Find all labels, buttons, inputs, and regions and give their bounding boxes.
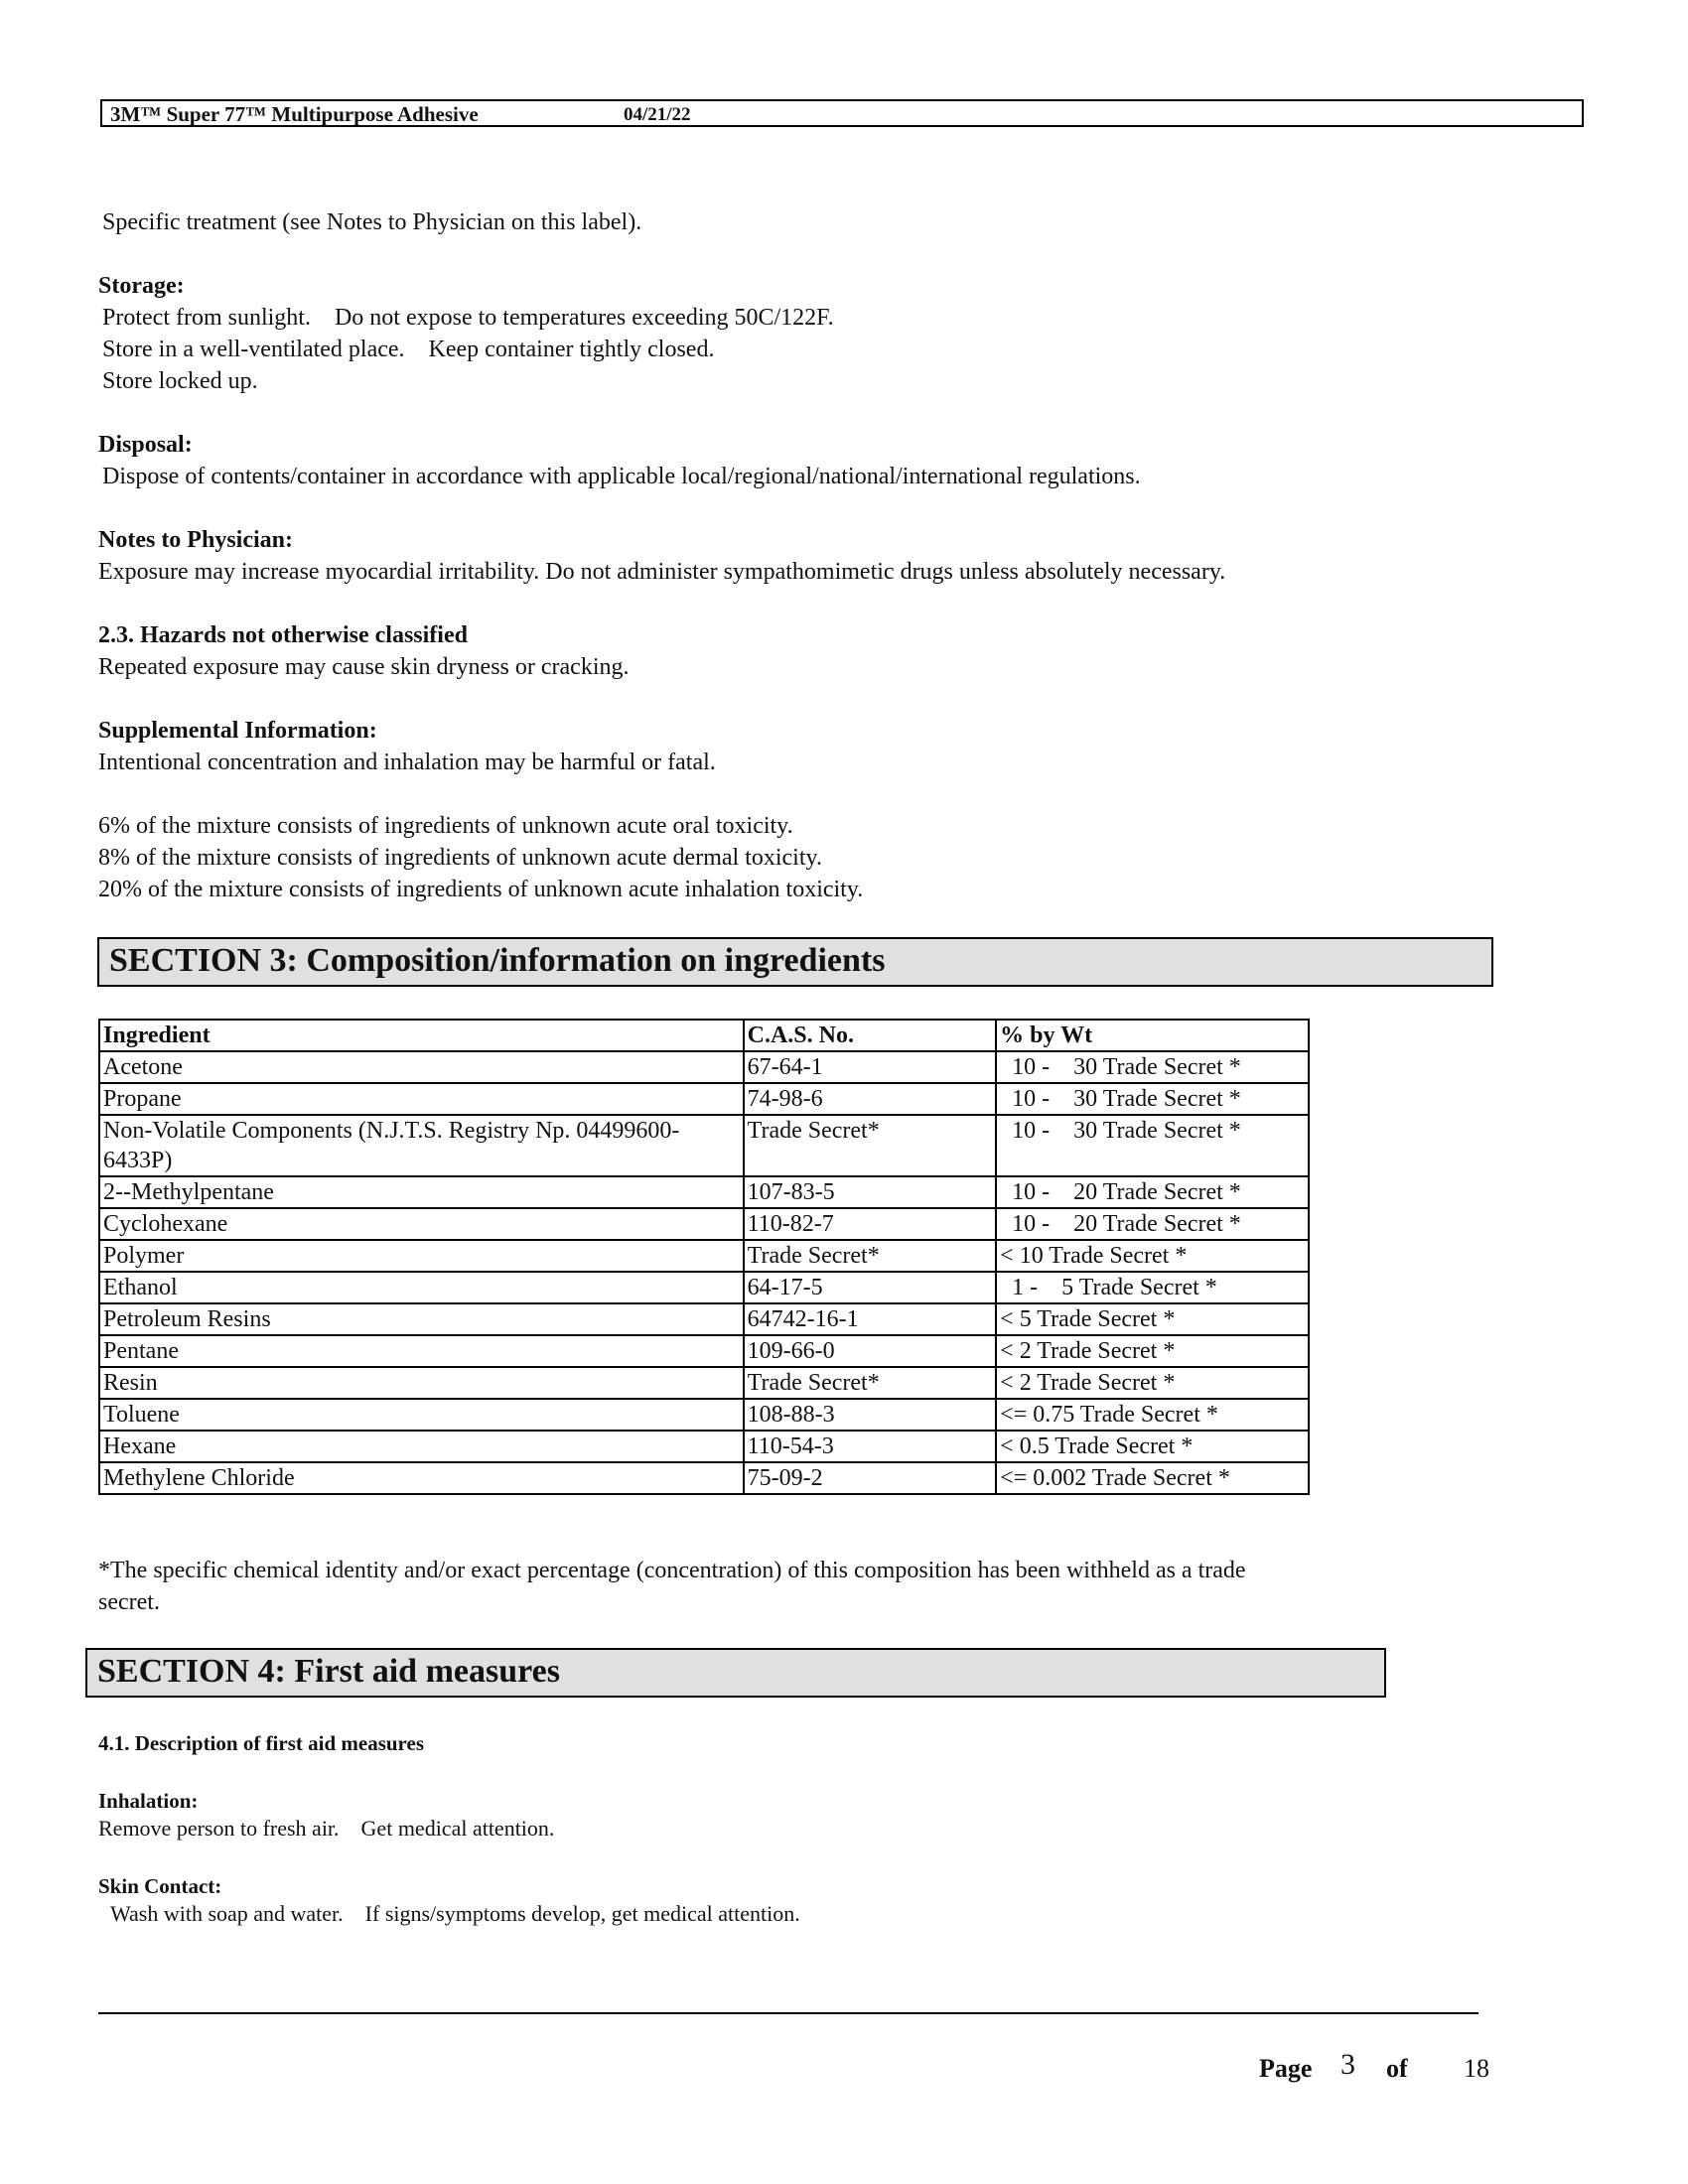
- storage-heading: Storage:: [98, 273, 185, 299]
- table-row: [99, 1367, 1309, 1399]
- table-row: [99, 1115, 1309, 1176]
- ingredient-cell: Propane: [99, 1083, 744, 1115]
- section-3-title: SECTION 3: Composition/information on ingredients: [97, 937, 1493, 987]
- table-row: [99, 1303, 1309, 1335]
- ingredient-cell: Pentane: [99, 1335, 744, 1367]
- weight-cell: 1 - 5 Trade Secret *: [996, 1272, 1309, 1303]
- table-row: [99, 1462, 1309, 1494]
- ingredient-cell: Non-Volatile Components (N.J.T.S. Registry Np. 04499600-6433P): [99, 1115, 744, 1176]
- product-name: 3M™ Super 77™ Multipurpose Adhesive: [110, 102, 479, 126]
- toxicity-line: 6% of the mixture consists of ingredients of unknown acute oral toxicity.: [98, 813, 793, 839]
- table-row: [99, 1431, 1309, 1462]
- cas-cell: 107-83-5: [744, 1176, 997, 1208]
- cas-cell: Trade Secret*: [744, 1367, 997, 1399]
- toxicity-line: 20% of the mixture consists of ingredients of unknown acute inhalation toxicity.: [98, 877, 864, 902]
- composition-table: [98, 1019, 1310, 1495]
- table-row: [99, 1335, 1309, 1367]
- specific-treatment-text: Specific treatment (see Notes to Physician on this label).: [102, 209, 642, 235]
- weight-cell: < 0.5 Trade Secret *: [996, 1431, 1309, 1462]
- ingredient-cell: Methylene Chloride: [99, 1462, 744, 1494]
- skin-contact-text: Wash with soap and water. If signs/symptoms develop, get medical attention.: [110, 1901, 800, 1926]
- ingredient-cell: Hexane: [99, 1431, 744, 1462]
- cas-cell: 75-09-2: [744, 1462, 997, 1494]
- weight-cell: <= 0.002 Trade Secret *: [996, 1462, 1309, 1494]
- supplemental-text: Intentional concentration and inhalation may be harmful or fatal.: [98, 750, 716, 775]
- document-header: [100, 99, 1584, 127]
- column-header-cas: C.A.S. No.: [744, 1020, 997, 1051]
- hazards-heading: 2.3. Hazards not otherwise classified: [98, 622, 468, 648]
- ingredient-cell: Petroleum Resins: [99, 1303, 744, 1335]
- storage-line: Store locked up.: [102, 368, 258, 394]
- inhalation-heading: Inhalation:: [98, 1789, 199, 1813]
- ingredient-cell: Acetone: [99, 1051, 744, 1083]
- disposal-heading: Disposal:: [98, 432, 193, 458]
- table-row: [99, 1176, 1309, 1208]
- table-row: [99, 1272, 1309, 1303]
- cas-cell: 110-82-7: [744, 1208, 997, 1240]
- disposal-text: Dispose of contents/container in accordance with applicable local/regional/national/international regulations.: [102, 464, 1141, 489]
- of-label: of: [1386, 2054, 1408, 2083]
- cas-cell: 74-98-6: [744, 1083, 997, 1115]
- weight-cell: 10 - 20 Trade Secret *: [996, 1176, 1309, 1208]
- table-header-row: [99, 1020, 1309, 1051]
- cas-cell: Trade Secret*: [744, 1115, 997, 1176]
- inhalation-text: Remove person to fresh air. Get medical attention.: [98, 1816, 555, 1841]
- table-row: [99, 1240, 1309, 1272]
- weight-cell: <= 0.75 Trade Secret *: [996, 1399, 1309, 1431]
- toxicity-line: 8% of the mixture consists of ingredients of unknown acute dermal toxicity.: [98, 845, 822, 871]
- first-aid-subheading: 4.1. Description of first aid measures: [98, 1731, 424, 1755]
- weight-cell: 10 - 30 Trade Secret *: [996, 1083, 1309, 1115]
- ingredient-cell: Toluene: [99, 1399, 744, 1431]
- supplemental-heading: Supplemental Information:: [98, 718, 377, 744]
- table-row: [99, 1208, 1309, 1240]
- trade-secret-footnote: *The specific chemical identity and/or exact percentage (concentration) of this composition has been withheld as a trade: [98, 1558, 1246, 1583]
- cas-cell: 109-66-0: [744, 1335, 997, 1367]
- hazards-text: Repeated exposure may cause skin dryness or cracking.: [98, 654, 630, 680]
- weight-cell: < 10 Trade Secret *: [996, 1240, 1309, 1272]
- table-row: [99, 1051, 1309, 1083]
- ingredient-cell: Resin: [99, 1367, 744, 1399]
- cas-cell: 64-17-5: [744, 1272, 997, 1303]
- trade-secret-footnote-cont: secret.: [98, 1589, 160, 1615]
- revision-date: 04/21/22: [624, 104, 691, 125]
- physician-heading: Notes to Physician:: [98, 527, 293, 553]
- weight-cell: < 5 Trade Secret *: [996, 1303, 1309, 1335]
- column-header-ingredient: Ingredient: [99, 1020, 744, 1051]
- page-number: 3: [1340, 2048, 1355, 2081]
- ingredient-cell: 2--Methylpentane: [99, 1176, 744, 1208]
- storage-line: Store in a well-ventilated place. Keep container tightly closed.: [102, 337, 715, 362]
- ingredient-cell: Ethanol: [99, 1272, 744, 1303]
- cas-cell: 110-54-3: [744, 1431, 997, 1462]
- storage-line: Protect from sunlight. Do not expose to temperatures exceeding 50C/122F.: [102, 305, 834, 331]
- weight-cell: 10 - 20 Trade Secret *: [996, 1208, 1309, 1240]
- cas-cell: 67-64-1: [744, 1051, 997, 1083]
- physician-text: Exposure may increase myocardial irritability. Do not administer sympathomimetic drugs unless absolutely necessary.: [98, 559, 1226, 585]
- ingredient-cell: Cyclohexane: [99, 1208, 744, 1240]
- cas-cell: Trade Secret*: [744, 1240, 997, 1272]
- total-pages: 18: [1464, 2054, 1489, 2083]
- weight-cell: < 2 Trade Secret *: [996, 1367, 1309, 1399]
- column-header-weight: % by Wt: [996, 1020, 1309, 1051]
- skin-contact-heading: Skin Contact:: [98, 1874, 222, 1898]
- footer-divider: [98, 2012, 1478, 2014]
- table-row: [99, 1399, 1309, 1431]
- weight-cell: < 2 Trade Secret *: [996, 1335, 1309, 1367]
- cas-cell: 64742-16-1: [744, 1303, 997, 1335]
- weight-cell: 10 - 30 Trade Secret *: [996, 1051, 1309, 1083]
- cas-cell: 108-88-3: [744, 1399, 997, 1431]
- page-label: Page: [1259, 2054, 1313, 2083]
- table-row: [99, 1083, 1309, 1115]
- ingredient-cell: Polymer: [99, 1240, 744, 1272]
- weight-cell: 10 - 30 Trade Secret *: [996, 1115, 1309, 1176]
- section-4-title: SECTION 4: First aid measures: [85, 1648, 1386, 1698]
